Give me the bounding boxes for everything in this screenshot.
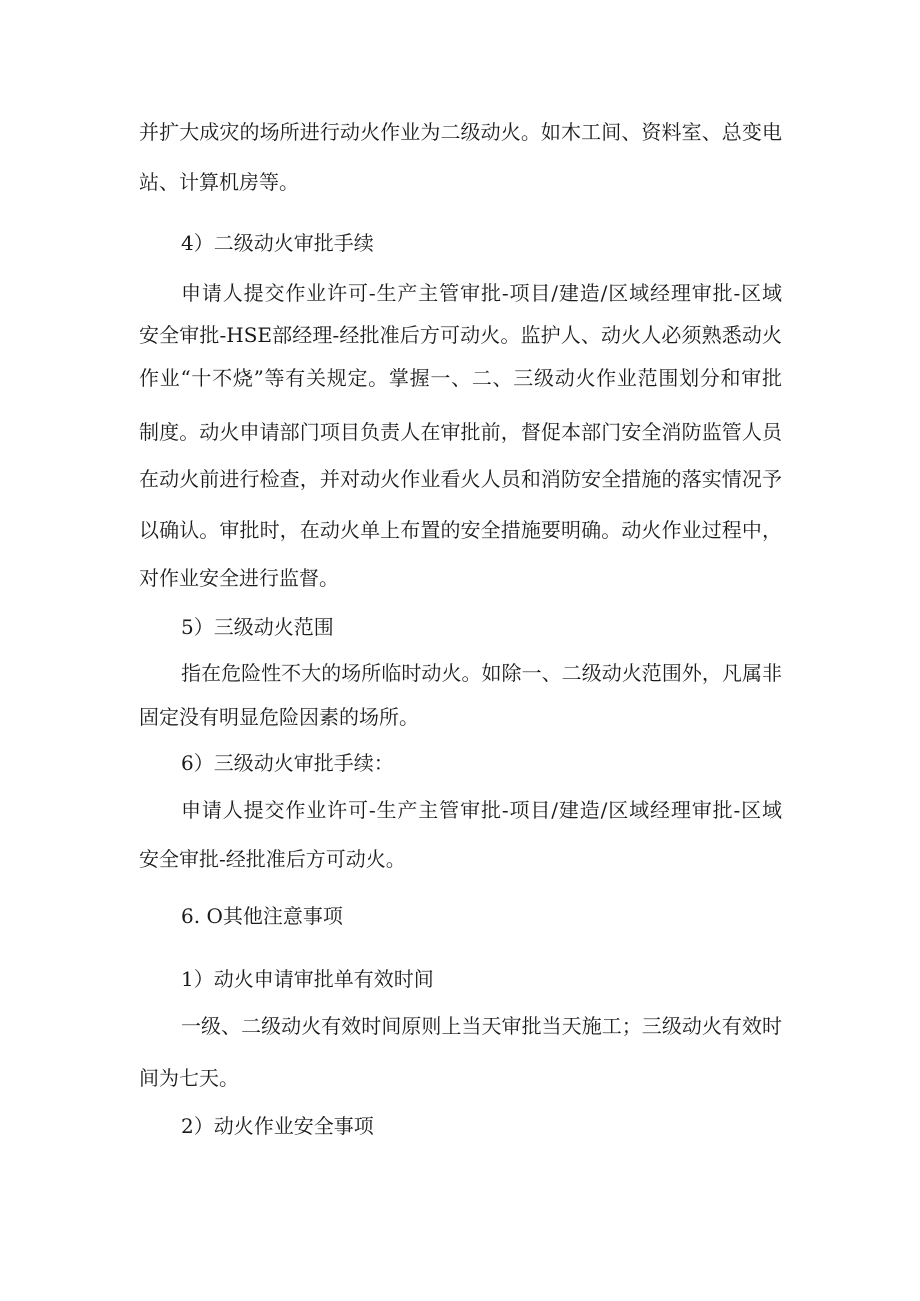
section-heading: 4）二级动火审批手续: [181, 231, 374, 255]
body-text-line: 间为七天。: [139, 1066, 239, 1090]
body-text-line: 并扩大成灾的场所进行动火作业为二级动火。如木工间、资料室、总变电: [139, 120, 782, 144]
body-text-line: 指在危险性不大的场所临时动火。如除一、二级动火范围外，凡属非: [181, 661, 782, 685]
body-text-line: 固定没有明显危险因素的场所。: [139, 705, 419, 729]
section-heading: 6）三级动火审批手续：: [181, 751, 394, 775]
body-text-line: 对作业安全进行监督。: [139, 566, 339, 590]
body-text-line: 安全审批-HSE部经理-经批准后方可动火。监护人、动火人必须熟悉动火: [139, 323, 782, 347]
body-text-line: 在动火前进行检查，并对动火作业看火人员和消防安全措施的落实情况予: [139, 467, 782, 491]
body-text-line: 申请人提交作业许可-生产主管审批-项目/建造/区域经理审批-区域: [181, 798, 782, 822]
body-text-line: 作业“十不烧”等有关规定。掌握一、二、三级动火作业范围划分和审批: [139, 366, 782, 390]
body-text-line: 制度。动火申请部门项目负责人在审批前，督促本部门安全消防监管人员: [139, 420, 782, 444]
body-text-line: 一级、二级动火有效时间原则上当天审批当天施工；三级动火有效时: [181, 1014, 782, 1038]
section-heading: 6. O其他注意事项: [181, 904, 343, 928]
section-heading: 5）三级动火范围: [181, 615, 334, 639]
section-heading: 1）动火申请审批单有效时间: [181, 967, 434, 991]
section-heading: 2）动火作业安全事项: [181, 1114, 374, 1138]
body-text-line: 以确认。审批时，在动火单上布置的安全措施要明确。动火作业过程中，: [139, 518, 782, 542]
body-text-line: 站、计算机房等。: [139, 170, 299, 194]
body-text-line: 安全审批-经批准后方可动火。: [139, 847, 406, 871]
body-text-line: 申请人提交作业许可-生产主管审批-项目/建造/区域经理审批-区域: [181, 281, 782, 305]
